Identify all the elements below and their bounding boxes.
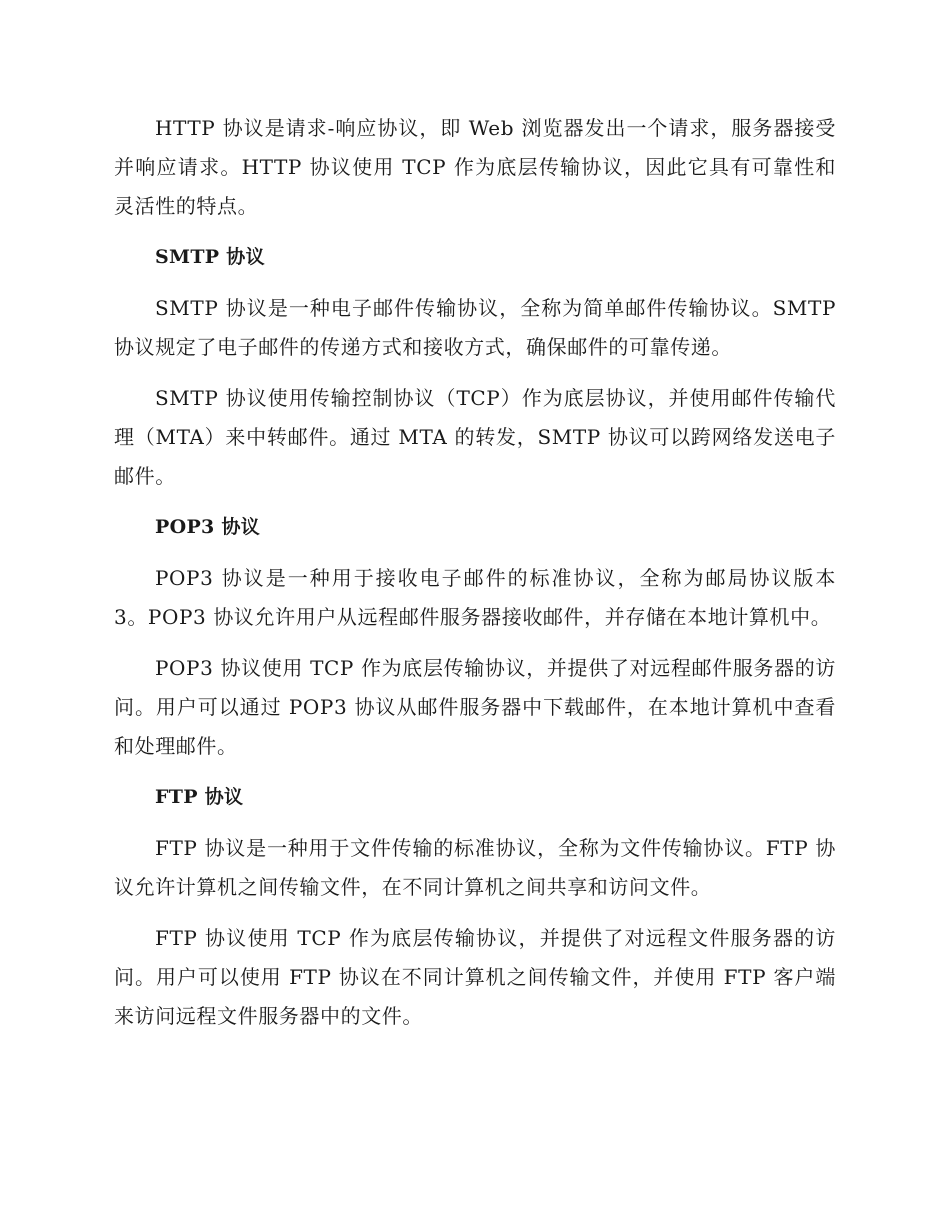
paragraph-pop3-definition: POP3 协议是一种用于接收电子邮件的标准协议，全称为邮局协议版本 3。POP3 协议允许用户从远程邮件服务器接收邮件，并存储在本地计算机中。 (114, 566, 836, 629)
paragraph-smtp-transport: SMTP 协议使用传输控制协议（TCP）作为底层协议，并使用邮件传输代理（MTA）来中转邮件。通过 MTA 的转发，SMTP 协议可以跨网络发送电子邮件。 (114, 386, 836, 488)
heading-pop3: POP3 协议 (155, 516, 261, 538)
paragraph-ftp-transport: FTP 协议使用 TCP 作为底层传输协议，并提供了对远程文件服务器的访问。用户可以使用 FTP 协议在不同计算机之间传输文件，并使用 FTP 客户端来访问远程文件服务器中的文件。 (114, 926, 836, 1028)
paragraph-smtp-definition: SMTP 协议是一种电子邮件传输协议，全称为简单邮件传输协议。SMTP 协议规定了电子邮件的传递方式和接收方式，确保邮件的可靠传递。 (114, 296, 836, 359)
paragraph-pop3-transport: POP3 协议使用 TCP 作为底层传输协议，并提供了对远程邮件服务器的访问。用户可以通过 POP3 协议从邮件服务器中下载邮件，在本地计算机中查看和处理邮件。 (114, 656, 836, 758)
paragraph-ftp-definition: FTP 协议是一种用于文件传输的标准协议，全称为文件传输协议。FTP 协议允许计算机之间传输文件，在不同计算机之间共享和访问文件。 (114, 836, 836, 899)
paragraph-http-intro: HTTP 协议是请求-响应协议，即 Web 浏览器发出一个请求，服务器接受并响应请求。HTTP 协议使用 TCP 作为底层传输协议，因此它具有可靠性和灵活性的特点。 (114, 116, 836, 218)
heading-smtp: SMTP 协议 (155, 246, 265, 268)
heading-ftp: FTP 协议 (155, 786, 244, 808)
document-body (114, 109, 836, 1048)
